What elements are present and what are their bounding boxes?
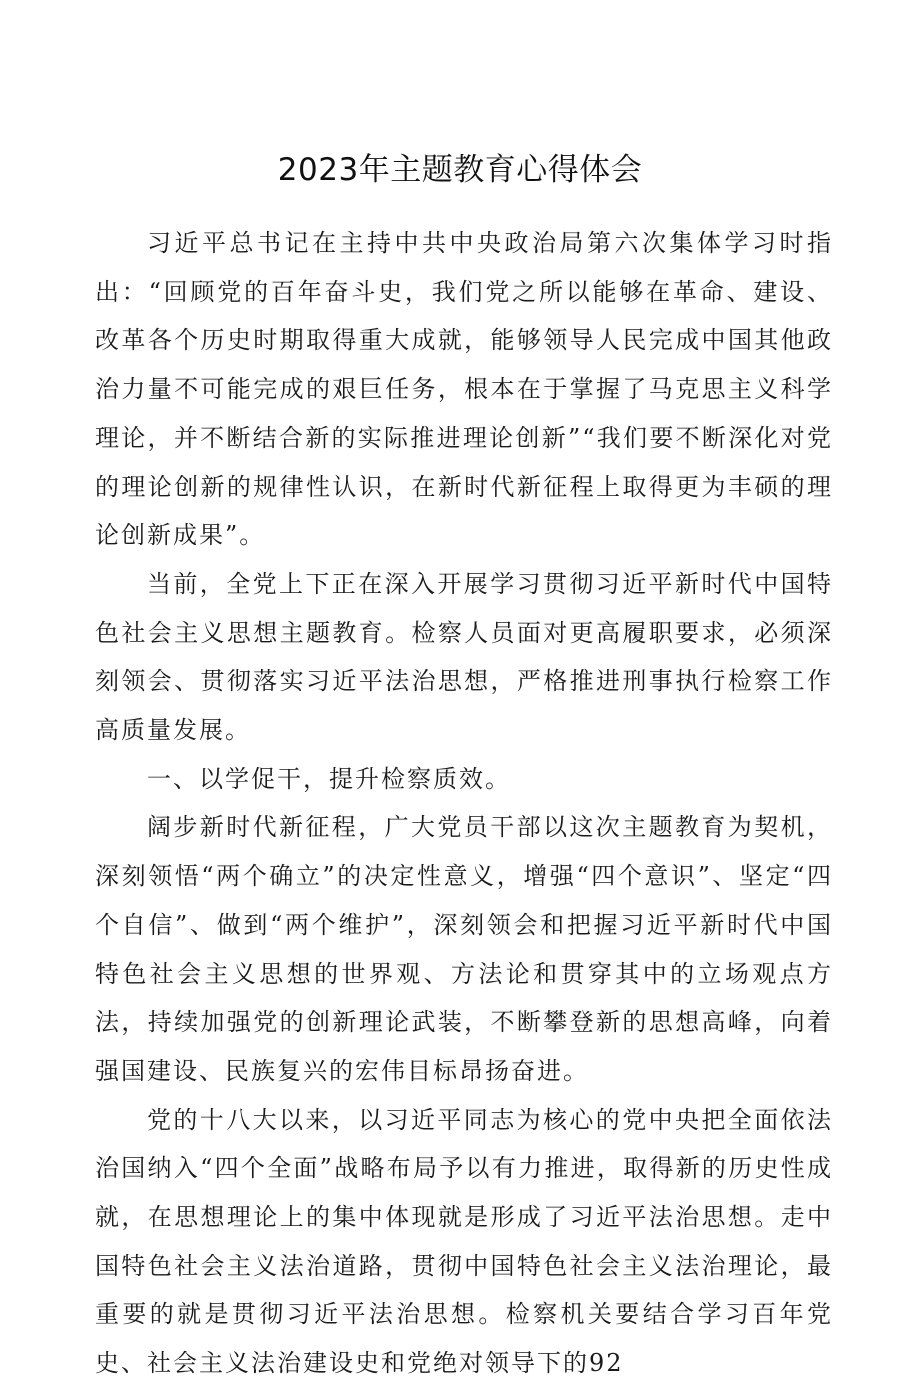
paragraph-3: 阔步新时代新征程，广大党员干部以这次主题教育为契机，深刻领悟“两个确立”的决定性意义，增强“四个意识”、坚定“四个自信”、做到“两个维护”，深刻领会和把握习近平新时代中国特色社会主义思想的世界观、方法论和贯穿其中的立场观点方法，持续加强党的创新理论武装，不断攀登新的思想高峰，向着强国建设、民族复兴的宏伟目标昂扬奋进。 (95, 813, 833, 1085)
paragraph-2: 当前，全党上下正在深入开展学习贯彻习近平新时代中国特色社会主义思想主题教育。检察人员面对更高履职要求，必须深刻领会、贯彻落实习近平法治思想，严格推进刑事执行检察工作高质量发展。 (95, 569, 833, 745)
paragraph-1: 习近平总书记在主持中共中央政治局第六次集体学习时指出：“回顾党的百年奋斗史，我们党之所以能够在革命、建设、改革各个历史时期取得重大成就，能够领导人民完成中国其他政治力量不可能完成的艰巨任务，根本在于掌握了马克思主义科学理论，并不断结合新的实际推进理论创新”“我们要不断深化对党的理论创新的规律性认识，在新时代新征程上取得更为丰硕的理论创新成果”。 (95, 229, 833, 550)
section-heading-1: 一、以学促干，提升检察质效。 (147, 764, 511, 793)
paragraph-4: 党的十八大以来，以习近平同志为核心的党中央把全面依法治国纳入“四个全面”战略布局予以有力推进，取得新的历史性成就，在思想理论上的集中体现就是形成了习近平法治思想。走中国特色社会主义法治道路，贯彻中国特色社会主义法治理论，最重要的就是贯彻习近平法治思想。检察机关要结合学习百年党史、社会主义法治建设史和党绝对领导下的92 (95, 1105, 833, 1378)
document-body (95, 219, 833, 1388)
document-title: 2023年主题教育心得体会 (277, 152, 643, 188)
